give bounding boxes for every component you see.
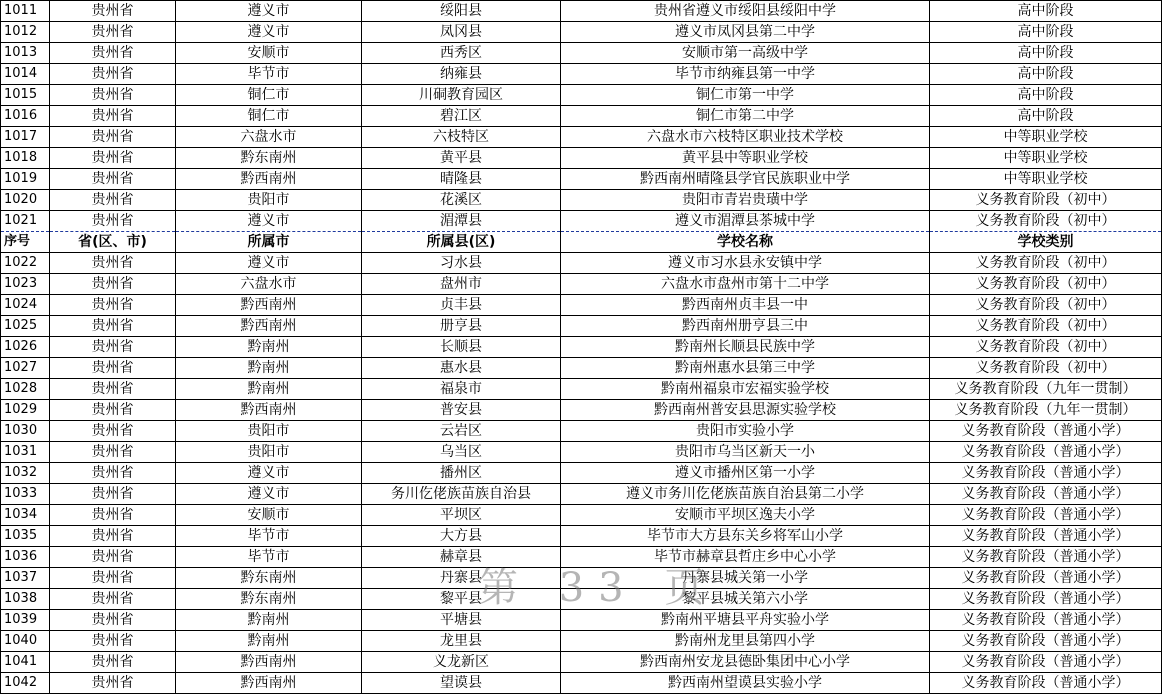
- cell-city: 六盘水市: [176, 127, 362, 148]
- cell-province: 贵州省: [50, 316, 176, 337]
- cell-province: 贵州省: [50, 169, 176, 190]
- cell-school-name: 毕节市赫章县哲庄乡中心小学: [561, 547, 930, 568]
- table-row: [1, 463, 1162, 484]
- cell-county: 凤冈县: [362, 22, 561, 43]
- cell-school-type: 义务教育阶段（初中）: [930, 190, 1162, 211]
- cell-school-type: 高中阶段: [930, 85, 1162, 106]
- cell-school-name: 遵义市务川仡佬族苗族自治县第二小学: [561, 484, 930, 505]
- cell-city: 黔东南州: [176, 568, 362, 589]
- table-row: [1, 127, 1162, 148]
- cell-province: 贵州省: [50, 127, 176, 148]
- cell-index: 1039: [1, 610, 50, 631]
- cell-province: 贵州省: [50, 106, 176, 127]
- cell-city: 黔东南州: [176, 148, 362, 169]
- cell-school-type: 义务教育阶段（普通小学）: [930, 652, 1162, 673]
- cell-city: 遵义市: [176, 22, 362, 43]
- cell-city: 遵义市: [176, 211, 362, 232]
- header-school-type: 学校类别: [930, 232, 1162, 253]
- cell-school-type: 义务教育阶段（普通小学）: [930, 631, 1162, 652]
- cell-index: 1012: [1, 22, 50, 43]
- cell-index: 1033: [1, 484, 50, 505]
- cell-school-name: 贵州省遵义市绥阳县绥阳中学: [561, 1, 930, 22]
- cell-province: 贵州省: [50, 442, 176, 463]
- cell-school-name: 遵义市播州区第一小学: [561, 463, 930, 484]
- cell-city: 黔西南州: [176, 295, 362, 316]
- cell-county: 六枝特区: [362, 127, 561, 148]
- cell-school-type: 义务教育阶段（普通小学）: [930, 526, 1162, 547]
- cell-city: 贵阳市: [176, 442, 362, 463]
- cell-school-name: 黔南州惠水县第三中学: [561, 358, 930, 379]
- cell-school-type: 中等职业学校: [930, 148, 1162, 169]
- cell-county: 丹寨县: [362, 568, 561, 589]
- table-row: [1, 43, 1162, 64]
- cell-school-name: 毕节市大方县东关乡将军山小学: [561, 526, 930, 547]
- cell-city: 安顺市: [176, 43, 362, 64]
- cell-school-name: 黄平县中等职业学校: [561, 148, 930, 169]
- cell-index: 1024: [1, 295, 50, 316]
- cell-county: 纳雍县: [362, 64, 561, 85]
- cell-province: 贵州省: [50, 652, 176, 673]
- cell-index: 1029: [1, 400, 50, 421]
- cell-city: 铜仁市: [176, 106, 362, 127]
- cell-county: 长顺县: [362, 337, 561, 358]
- table-row: [1, 505, 1162, 526]
- cell-school-type: 义务教育阶段（初中）: [930, 211, 1162, 232]
- cell-school-name: 六盘水市盘州市第十二中学: [561, 274, 930, 295]
- cell-school-name: 黔西南州安龙县德卧集团中心小学: [561, 652, 930, 673]
- cell-county: 川硐教育园区: [362, 85, 561, 106]
- cell-city: 黔西南州: [176, 316, 362, 337]
- cell-province: 贵州省: [50, 547, 176, 568]
- cell-county: 平塘县: [362, 610, 561, 631]
- table-row: [1, 610, 1162, 631]
- table-row: [1, 526, 1162, 547]
- cell-city: 毕节市: [176, 64, 362, 85]
- table-row: [1, 589, 1162, 610]
- cell-province: 贵州省: [50, 505, 176, 526]
- cell-city: 黔西南州: [176, 400, 362, 421]
- cell-county: 贞丰县: [362, 295, 561, 316]
- header-index: 序号: [1, 232, 50, 253]
- table-row: [1, 358, 1162, 379]
- cell-index: 1021: [1, 211, 50, 232]
- table-row: [1, 148, 1162, 169]
- table-row: [1, 169, 1162, 190]
- cell-school-type: 义务教育阶段（普通小学）: [930, 442, 1162, 463]
- cell-school-name: 六盘水市六枝特区职业技术学校: [561, 127, 930, 148]
- cell-index: 1027: [1, 358, 50, 379]
- cell-school-name: 贵阳市实验小学: [561, 421, 930, 442]
- cell-province: 贵州省: [50, 85, 176, 106]
- cell-index: 1025: [1, 316, 50, 337]
- cell-city: 遵义市: [176, 463, 362, 484]
- cell-index: 1038: [1, 589, 50, 610]
- cell-school-name: 铜仁市第一中学: [561, 85, 930, 106]
- cell-province: 贵州省: [50, 484, 176, 505]
- cell-province: 贵州省: [50, 673, 176, 694]
- cell-city: 铜仁市: [176, 85, 362, 106]
- cell-school-name: 黎平县城关第六小学: [561, 589, 930, 610]
- header-province: 省(区、市): [50, 232, 176, 253]
- cell-county: 黎平县: [362, 589, 561, 610]
- cell-school-name: 黔西南州晴隆县学官民族职业中学: [561, 169, 930, 190]
- cell-school-type: 义务教育阶段（初中）: [930, 274, 1162, 295]
- table-row: [1, 547, 1162, 568]
- cell-index: 1015: [1, 85, 50, 106]
- cell-province: 贵州省: [50, 421, 176, 442]
- cell-city: 贵阳市: [176, 421, 362, 442]
- cell-school-type: 高中阶段: [930, 1, 1162, 22]
- cell-province: 贵州省: [50, 274, 176, 295]
- cell-index: 1037: [1, 568, 50, 589]
- cell-school-name: 黔南州福泉市宏福实验学校: [561, 379, 930, 400]
- cell-city: 毕节市: [176, 547, 362, 568]
- school-list-body: [1, 1, 1162, 694]
- cell-school-type: 高中阶段: [930, 22, 1162, 43]
- cell-school-type: 义务教育阶段（普通小学）: [930, 547, 1162, 568]
- cell-province: 贵州省: [50, 253, 176, 274]
- cell-province: 贵州省: [50, 1, 176, 22]
- cell-index: 1031: [1, 442, 50, 463]
- table-row: [1, 379, 1162, 400]
- cell-county: 西秀区: [362, 43, 561, 64]
- cell-province: 贵州省: [50, 526, 176, 547]
- cell-index: 1028: [1, 379, 50, 400]
- cell-county: 碧江区: [362, 106, 561, 127]
- cell-city: 遵义市: [176, 1, 362, 22]
- cell-city: 毕节市: [176, 526, 362, 547]
- cell-province: 贵州省: [50, 295, 176, 316]
- cell-city: 黔东南州: [176, 589, 362, 610]
- cell-school-name: 毕节市纳雍县第一中学: [561, 64, 930, 85]
- cell-city: 贵阳市: [176, 190, 362, 211]
- cell-index: 1020: [1, 190, 50, 211]
- cell-county: 务川仡佬族苗族自治县: [362, 484, 561, 505]
- cell-county: 平坝区: [362, 505, 561, 526]
- cell-county: 盘州市: [362, 274, 561, 295]
- cell-school-type: 义务教育阶段（普通小学）: [930, 589, 1162, 610]
- cell-province: 贵州省: [50, 148, 176, 169]
- table-row: [1, 211, 1162, 232]
- table-row: [1, 337, 1162, 358]
- cell-county: 黄平县: [362, 148, 561, 169]
- cell-city: 黔南州: [176, 358, 362, 379]
- header-school-name: 学校名称: [561, 232, 930, 253]
- header-county: 所属县(区): [362, 232, 561, 253]
- cell-school-name: 黔南州平塘县平舟实验小学: [561, 610, 930, 631]
- cell-province: 贵州省: [50, 190, 176, 211]
- cell-index: 1022: [1, 253, 50, 274]
- cell-city: 安顺市: [176, 505, 362, 526]
- cell-county: 习水县: [362, 253, 561, 274]
- cell-city: 遵义市: [176, 253, 362, 274]
- cell-province: 贵州省: [50, 610, 176, 631]
- cell-school-name: 贵阳市青岩贵璜中学: [561, 190, 930, 211]
- cell-index: 1018: [1, 148, 50, 169]
- table-row: [1, 442, 1162, 463]
- table-row: [1, 316, 1162, 337]
- cell-school-name: 贵阳市乌当区新天一小: [561, 442, 930, 463]
- cell-index: 1017: [1, 127, 50, 148]
- cell-index: 1030: [1, 421, 50, 442]
- cell-school-name: 遵义市湄潭县茶城中学: [561, 211, 930, 232]
- cell-province: 贵州省: [50, 568, 176, 589]
- cell-city: 黔西南州: [176, 169, 362, 190]
- cell-city: 黔南州: [176, 379, 362, 400]
- cell-school-name: 遵义市习水县永安镇中学: [561, 253, 930, 274]
- cell-school-name: 丹寨县城关第一小学: [561, 568, 930, 589]
- table-row: [1, 673, 1162, 694]
- cell-index: 1016: [1, 106, 50, 127]
- cell-index: 1034: [1, 505, 50, 526]
- page-number-watermark: 第 33 页: [478, 565, 719, 611]
- cell-county: 云岩区: [362, 421, 561, 442]
- cell-city: 黔南州: [176, 337, 362, 358]
- cell-county: 绥阳县: [362, 1, 561, 22]
- cell-school-type: 高中阶段: [930, 43, 1162, 64]
- table-row: [1, 1, 1162, 22]
- cell-school-type: 义务教育阶段（九年一贯制）: [930, 400, 1162, 421]
- cell-county: 乌当区: [362, 442, 561, 463]
- cell-index: 1040: [1, 631, 50, 652]
- cell-school-type: 义务教育阶段（普通小学）: [930, 568, 1162, 589]
- cell-city: 黔西南州: [176, 652, 362, 673]
- cell-school-type: 义务教育阶段（初中）: [930, 337, 1162, 358]
- cell-school-name: 遵义市凤冈县第二中学: [561, 22, 930, 43]
- cell-school-type: 义务教育阶段（普通小学）: [930, 484, 1162, 505]
- cell-city: 黔南州: [176, 631, 362, 652]
- cell-school-name: 黔南州龙里县第四小学: [561, 631, 930, 652]
- cell-province: 贵州省: [50, 358, 176, 379]
- cell-school-type: 义务教育阶段（初中）: [930, 358, 1162, 379]
- cell-school-type: 义务教育阶段（普通小学）: [930, 505, 1162, 526]
- cell-county: 普安县: [362, 400, 561, 421]
- cell-province: 贵州省: [50, 211, 176, 232]
- cell-province: 贵州省: [50, 64, 176, 85]
- cell-school-name: 黔南州长顺县民族中学: [561, 337, 930, 358]
- table-row: [1, 631, 1162, 652]
- cell-index: 1014: [1, 64, 50, 85]
- cell-city: 黔西南州: [176, 673, 362, 694]
- cell-index: 1013: [1, 43, 50, 64]
- cell-county: 望谟县: [362, 673, 561, 694]
- cell-school-type: 义务教育阶段（普通小学）: [930, 463, 1162, 484]
- cell-school-name: 黔西南州普安县思源实验学校: [561, 400, 930, 421]
- cell-index: 1035: [1, 526, 50, 547]
- cell-index: 1011: [1, 1, 50, 22]
- cell-school-name: 黔西南州望谟县实验小学: [561, 673, 930, 694]
- table-row: [1, 190, 1162, 211]
- cell-county: 播州区: [362, 463, 561, 484]
- cell-province: 贵州省: [50, 589, 176, 610]
- table-row: [1, 22, 1162, 43]
- cell-county: 湄潭县: [362, 211, 561, 232]
- cell-province: 贵州省: [50, 43, 176, 64]
- cell-school-type: 中等职业学校: [930, 169, 1162, 190]
- cell-province: 贵州省: [50, 22, 176, 43]
- table-row: [1, 274, 1162, 295]
- cell-index: 1026: [1, 337, 50, 358]
- cell-school-name: 安顺市平坝区逸夫小学: [561, 505, 930, 526]
- cell-city: 黔南州: [176, 610, 362, 631]
- table-row: [1, 106, 1162, 127]
- table-row: [1, 85, 1162, 106]
- table-row: [1, 568, 1162, 589]
- cell-city: 六盘水市: [176, 274, 362, 295]
- table-row: [1, 421, 1162, 442]
- cell-school-type: 义务教育阶段（初中）: [930, 253, 1162, 274]
- cell-school-type: 义务教育阶段（普通小学）: [930, 610, 1162, 631]
- cell-index: 1019: [1, 169, 50, 190]
- cell-county: 福泉市: [362, 379, 561, 400]
- cell-index: 1042: [1, 673, 50, 694]
- cell-index: 1032: [1, 463, 50, 484]
- table-row: [1, 400, 1162, 421]
- header-row: [1, 232, 1162, 253]
- table-row: [1, 253, 1162, 274]
- cell-county: 龙里县: [362, 631, 561, 652]
- cell-school-type: 义务教育阶段（初中）: [930, 295, 1162, 316]
- cell-index: 1041: [1, 652, 50, 673]
- cell-province: 贵州省: [50, 631, 176, 652]
- cell-school-type: 中等职业学校: [930, 127, 1162, 148]
- cell-school-name: 铜仁市第二中学: [561, 106, 930, 127]
- cell-county: 花溪区: [362, 190, 561, 211]
- cell-province: 贵州省: [50, 379, 176, 400]
- cell-county: 册亨县: [362, 316, 561, 337]
- table-row: [1, 64, 1162, 85]
- header-city: 所属市: [176, 232, 362, 253]
- cell-county: 大方县: [362, 526, 561, 547]
- cell-school-name: 安顺市第一高级中学: [561, 43, 930, 64]
- cell-province: 贵州省: [50, 463, 176, 484]
- cell-school-type: 义务教育阶段（九年一贯制）: [930, 379, 1162, 400]
- table-row: [1, 484, 1162, 505]
- cell-school-name: 黔西南州册亨县三中: [561, 316, 930, 337]
- cell-school-type: 义务教育阶段（普通小学）: [930, 421, 1162, 442]
- cell-index: 1036: [1, 547, 50, 568]
- cell-school-type: 高中阶段: [930, 106, 1162, 127]
- table-row: [1, 295, 1162, 316]
- cell-school-type: 义务教育阶段（初中）: [930, 316, 1162, 337]
- cell-index: 1023: [1, 274, 50, 295]
- cell-county: 义龙新区: [362, 652, 561, 673]
- cell-county: 赫章县: [362, 547, 561, 568]
- cell-county: 惠水县: [362, 358, 561, 379]
- cell-city: 遵义市: [176, 484, 362, 505]
- cell-county: 晴隆县: [362, 169, 561, 190]
- cell-school-name: 黔西南州贞丰县一中: [561, 295, 930, 316]
- cell-school-type: 高中阶段: [930, 64, 1162, 85]
- cell-school-type: 义务教育阶段（普通小学）: [930, 673, 1162, 694]
- cell-province: 贵州省: [50, 400, 176, 421]
- cell-province: 贵州省: [50, 337, 176, 358]
- table-row: [1, 652, 1162, 673]
